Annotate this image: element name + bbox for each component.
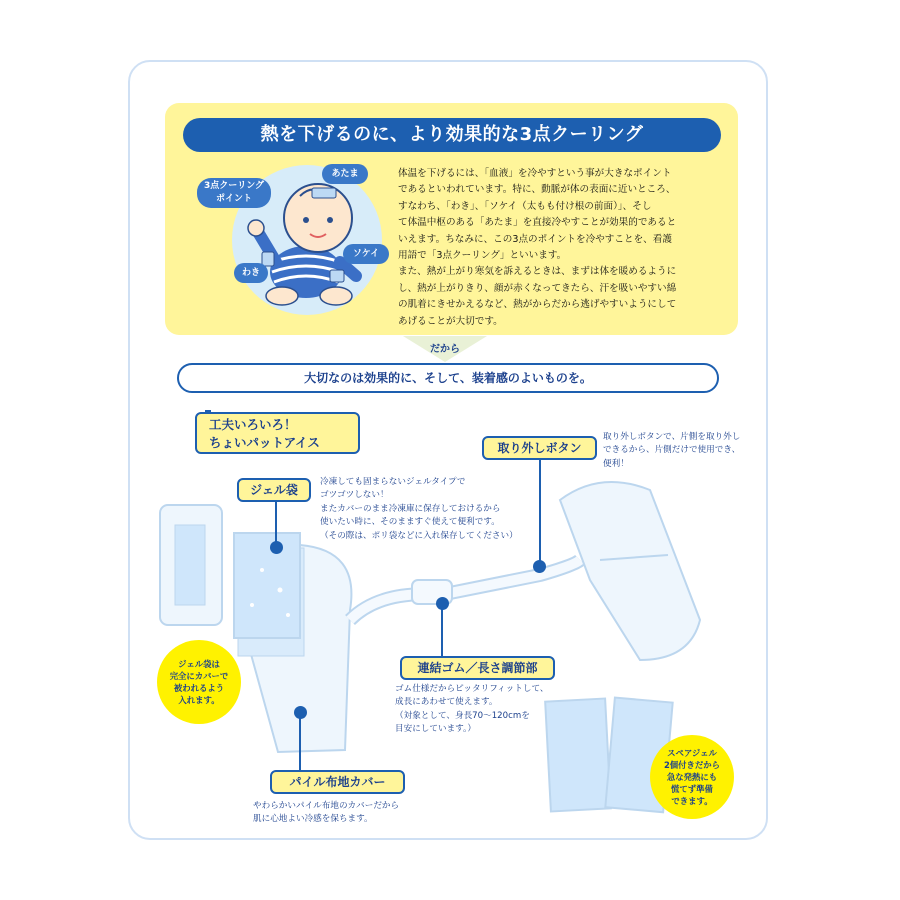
release-button-label: 取り外しボタン — [482, 436, 597, 460]
pile-cover-label: パイル布地カバー — [270, 770, 405, 794]
label-groin: ソケイ — [343, 244, 389, 264]
label-head: あたま — [322, 164, 368, 184]
marker-dot — [294, 706, 307, 719]
intro-paragraph: 体温を下げるには、「血液」を冷やすという事が大きなポイント であるといわれています。特に、動脈が体の表面に近いところ、 すなわち、「わき」、「ソケイ（太もも付け根の前面）」、そし て体温中枢のある「あたま」を直接冷やすことが効果的であると いえます。ちなみに、この3点のポイントを冷やすことを、看護 用語で「3点クーリング」といいます。 また、熱が上がり寒気を訴えるときは、まずは体を暖めるように し、熱が上がりきり、顔が赤くなってきたら、汗を吸いやすい綿 の肌着にきせかえるなど、熱がからだから逃げやすいようにして あげることが大切です。 — [398, 168, 677, 327]
label-armpit: わき — [234, 263, 268, 283]
gel-cover-callout: ジェル袋は 完全にカバーで 被われるよう 入れます。 — [157, 640, 241, 724]
label-points: 3点クーリング ポイント — [197, 178, 271, 208]
release-button-desc: 取り外しボタンで、片側を取り外し できるから、片側だけで使用でき、 便利！ — [603, 432, 741, 469]
spare-gel-callout: スペアジェル 2個付きだから 急な発熱にも 慌てず準備 できます。 — [650, 735, 734, 819]
marker-dot — [533, 560, 546, 573]
product-title-line2: ちょいパットアイス — [209, 435, 320, 450]
key-statement: 大切なのは効果的に、そして、装着感のよいものを。 — [177, 363, 719, 393]
band-desc: ゴム仕様だからピッタリフィットして、 成長にあわせて使えます。 （対象として、身長70〜120cmを 目安にしています。） — [395, 684, 549, 735]
pile-cover-desc: やわらかいパイル布地のカバーだから 肌に心地よい冷感を保ちます。 — [253, 801, 400, 825]
marker-dot — [270, 541, 283, 554]
band-label: 連結ゴム／長さ調節部 — [400, 656, 555, 680]
gel-bag-label: ジェル袋 — [237, 478, 311, 502]
page-title: 熱を下げるのに、より効果的な3点クーリング — [183, 118, 721, 152]
gel-bag-desc: 冷凍しても固まらないジェルタイプで ゴツゴツしない！ またカバーのまま冷凍庫に保存しておけるから 使いたい時に、そのまますぐ使えて便利です。 （その際は、ポリ袋などに入れ保存してください） — [320, 477, 518, 541]
product-title-line1: 工夫いろいろ！ — [209, 417, 297, 432]
transition-label: だから — [430, 344, 460, 355]
marker-dot — [436, 597, 449, 610]
